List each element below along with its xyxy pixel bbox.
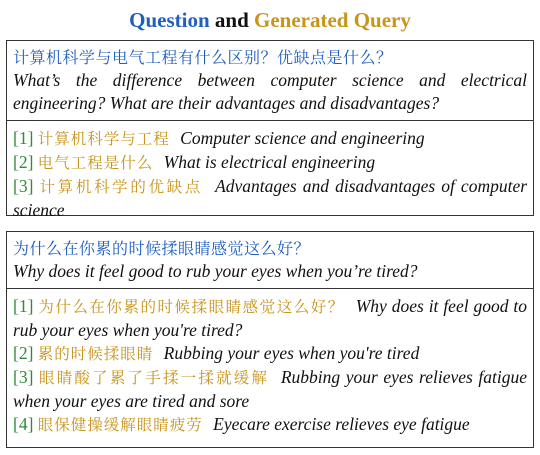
query-block-2 [7, 289, 533, 437]
query-zh: 计算机科学的优缺点 [39, 178, 204, 196]
query-zh: 为什么在你累的时候揉眼睛感觉这么好？ [38, 298, 345, 316]
query-item [13, 366, 527, 413]
query-en: Why does it feel good to rub your eyes when you're tired? [13, 296, 527, 340]
query-number: [4] [13, 414, 34, 434]
query-number: [2] [13, 152, 34, 172]
query-number: [3] [13, 176, 34, 196]
question-block-1 [7, 41, 533, 121]
query-item [13, 342, 527, 366]
query-item [13, 151, 527, 175]
question-zh-1: 计算机科学与电气工程有什么区别？优缺点是什么？ [13, 48, 393, 67]
query-zh: 累的时候揉眼睛 [37, 345, 154, 363]
query-item [13, 295, 527, 342]
query-zh: 眼保健操缓解眼睛疲劳 [37, 416, 203, 434]
example-box-2 [6, 231, 534, 448]
query-zh: 计算机科学与工程 [37, 130, 170, 148]
question-block-2 [7, 232, 533, 289]
figure-title [0, 8, 540, 33]
query-item [13, 413, 527, 437]
query-en: Eyecare exercise relieves eye fatigue [213, 414, 470, 434]
query-en: What is electrical engineering [163, 152, 376, 172]
question-en-2: Why does it feel good to rub your eyes when you’re tired? [13, 261, 418, 281]
query-item [13, 175, 527, 222]
query-number: [1] [13, 296, 34, 316]
title-and: and [214, 8, 249, 32]
query-en: Rubbing your eyes when you're tired [163, 343, 420, 363]
query-item [13, 127, 527, 151]
title-generated-query: Generated Query [254, 8, 411, 32]
query-number: [3] [13, 367, 34, 387]
query-en: Rubbing your eyes relieves fatigue when your eyes are tired and sore [13, 367, 528, 411]
query-en: Computer science and engineering [180, 128, 425, 148]
query-en: Advantages and disadvantages of computer science [13, 176, 528, 220]
query-block-1 [7, 121, 533, 222]
question-zh-2: 为什么在你累的时候揉眼睛感觉这么好？ [13, 239, 311, 258]
question-en-1: What’s the difference between computer science and electrical engineering? What are their advantages and disadvantages? [13, 70, 527, 113]
query-number: [2] [13, 343, 34, 363]
query-number: [1] [13, 128, 34, 148]
title-question: Question [129, 8, 210, 32]
example-box-1 [6, 40, 534, 220]
query-zh: 眼睛酸了累了手揉一揉就缓解 [39, 369, 270, 387]
query-zh: 电气工程是什么 [37, 154, 154, 172]
